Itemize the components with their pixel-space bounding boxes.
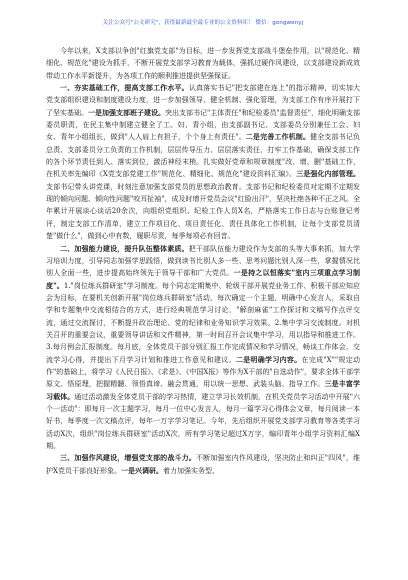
bold-heading-text: 一、夯实基础工作，提高支部工作水平。 [60, 83, 189, 93]
bold-heading-text: 三是丰富学习载体。 [46, 379, 361, 401]
body-text: 健全支部书记负总责、支部委员分工负责的工作机制，层层传导压力、层层落实责任，打牢工作基础，确保支部工作的各个环节责任到人、落实到位，激活神经末梢。扎实做好党章和规章制度"改、增、删"基础工作，在机关率先编印《X党支部党建工作"规范化、精细化、规范化"建设资料汇编》。 [46, 133, 361, 179]
bold-heading-text: 二是明确学习内容。 [235, 354, 302, 364]
body-text: 着力加强实务型、 [162, 466, 219, 475]
body-text: 不断加强室内作风建设，坚决防止和纠正"四风"，维护X党员干部良好形象。 [46, 454, 360, 475]
body-text: 1."岗位练兵群研室"学习制度。每个同志定期集中、轮级干部开展党业务工作、积极干部应知应会为目标，在要机关创新开展"岗位练兵群研室"活动，每次确定一个主题，明确中心发言人，采取自学和专题集中交流相结合的方式，进行经典规范学习讨论，"解剖麻雀"工作探讨和文稿写作点评交流，通过交流探讨，不断提升政治理论、党的纪律和业务知识学习效果。2.集中学习交流制度。对机关召开的重要会议，重要领导讲话和文件精神，第一时间召开会议集中学习，用以指导和推进工作。3.每月例会汇报制度。每月底，全体党员干部分别汇报工作完成情况和学习情况，畅谈工作体会，交流学习心得，并提出下月学习计划和推进工作意见和建议。 [46, 281, 360, 364]
bold-heading-text: 二、加强能力建设，提升队伍整体素质。 [60, 243, 189, 253]
bold-heading-text: 一是加强支部班子建设。 [88, 107, 166, 117]
paragraph [46, 243, 360, 453]
bold-heading-text: 二是完善工作机制。 [245, 132, 311, 142]
body-text: 今年以来，X支部以争创"红旗党支部"为目标，进一步发挥党支部战斗堡垒作用，以"规范化、精细化、规范化"建设为抓手，不断开展党支部学习教育为载体，强抓过硬作风建设，以支部建设新成效带动工作水平新提升，为各项工作的顺利推进提供坚强保证。 [46, 47, 360, 80]
paragraph [46, 82, 360, 242]
body-text: 突出支部书记"主体责任"和纪检委员"监督责任"，细化明确支部委员职责，在民主集中制建立健全了工、妇、青小组，由支部副书记、支部委员分别兼任工会、妇女、青年小组组长，做到"人人肩上有担子，个个身上有责任"。 [46, 108, 360, 142]
bold-heading-text: 一是兴调研。 [120, 465, 163, 475]
bold-heading-text: 三是强化内部管理。 [296, 169, 361, 179]
body-text: 支部书记带头讲党课，时刻注意加强支部党员的思想政治教育。支部书记和纪检委员对定期不定期发现的倾向问题、倾向性问题"咬耳扯袖"，成及时增开党员会议"红脸出汗"，坚决杜绝各种不正之风。全年累计开展谈心谈话20余次，向组织党组织、纪检工作人员X名，严格落实工作日志与台账登记考评，制定支部工作清单，建立工作项目化、项目责任化、责任具体化工作机制，让每个支部党员清楚"做什么"，做到心中有数，履职尽责，每季每项必有回音。 [46, 182, 360, 241]
body-text: 在完成"X""规定动作"的基础上，将学习《人民日报》、《求是》、《中国X报》等作为X干部的"自选动作"，要求全体干部学原文、悟原理，把握精髓、领悟真谛、融会贯通，用以统一思想、武装头脑、指导工作。 [46, 355, 360, 389]
paragraph [46, 45, 360, 82]
document-body [46, 45, 360, 477]
header-banner: 关注公众号"公文研究"，获得最新最全最专业的公文资料库！ 微信：gongwenyj [102, 20, 304, 26]
paragraph [46, 452, 360, 477]
body-text: 通过活动激发全体党员干部的学习热情，建立学习长效机制，在机关党员学习活动中开展"六个一活动"：即每月一次主题学习，每月一位中心发言人，每月一篇学习心得体会文章，每月阅读一本好书，每季度一次文稿点评，每年一万字学习笔记。今年，先后组织开展党支部学习教育等各类学习活动X次，组织"岗位练兵群研室"活动X次，所有学习笔记超过X万字，编印青年小组学习资料汇编X期。 [46, 392, 361, 450]
body-text: 把干部队伍能力建设作为支部的头等大事来抓，加大学习培训力度，引导同志加强学思践悟，做到读书比别人多一些、思考问题比别人深一些，掌握情况比别人全面一些，进步提高始终领先于领导干部和广大党员。 [46, 244, 361, 278]
bold-heading-text: 一是持之以恒落实"室内三项重点学习制度"。 [46, 268, 360, 290]
body-text: 认真落实书记"把支部建在连上"的指示精神，切实加大党支部组织建设和制度建设力度，进一步加强领导、健全机制、强化管理，为支部工作有序开展打下了坚实基础。 [46, 84, 360, 117]
bold-heading-text: 三、加强作风建设，增强党支部的战斗力。 [60, 453, 196, 463]
